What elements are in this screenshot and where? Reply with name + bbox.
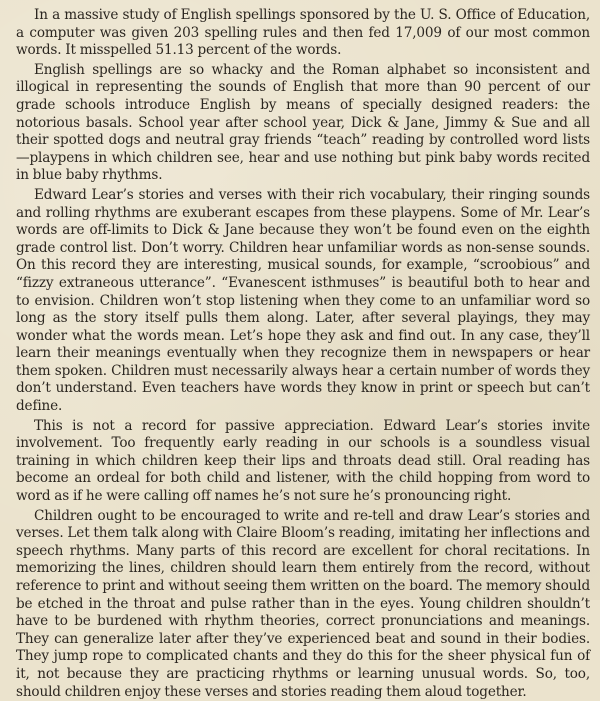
paragraph-edward-lear-stories: Edward Lear’s stories and verses with their rich vocabulary, their ringing sounds and rolling rhythms are exuberant escapes from these playpens. Some of Mr. Lear’s words are off-limits to Dick & Jane because they won’t be found even on the eighth grade control list. Don’t worry. Children hear unfamiliar words as non-sense sounds. On this record they are interesting, musical sounds, for example, “scroobious” and “fizzy extraneous utterance”. “Evanescent isthmuses” is beautiful both to hear and to envision. Children won’t stop listening when they come to an unfamiliar word so long as the story itself pulls them along. Later, after several playings, they may wonder what the words mean. Let’s hope they ask and find out. In any case, they’ll learn their meanings eventually when they recognize them in newspapers or hear them spoken. Children must necessarily always hear a certain number of words they don’t understand. Even teachers have words they know in print or speech but can’t define. xyxy=(16,186,590,415)
paragraph-children-encouraged: Children ought to be encouraged to write and re-tell and draw Lear’s stories and verses. Let them talk along with Claire Bloom’s reading, imitating her inflections and speech rhythms. Many parts of this record are excellent for choral recitations. In memorizing the lines, children should learn them entirely from the record, without reference to print and without seeing them written on the board. The memory should be etched in the throat and pulse rather than in the eyes. Young children shouldn’t have to be burdened with rhythm theories, correct pronunciations and meanings. They can generalize later after they’ve experienced beat and sound in their bodies. They jump rope to complicated chants and they do this for the sheer physical fun of it, not because they are practicing rhythms or learning unusual words. So, too, should children enjoy these verses and stories reading them aloud together. xyxy=(16,507,590,700)
paragraph-passive-appreciation: This is not a record for passive appreciation. Edward Lear’s stories invite involvement. Too frequently early reading in our schools is a soundless visual training in which children keep their lips and throats dead still. Oral reading has become an ordeal for both child and listener, with the child hopping from word to word as if he were calling off names he’s not sure he’s pronouncing right. xyxy=(16,417,590,505)
paragraph-english-spellings: English spellings are so whacky and the Roman alphabet so inconsistent and illogical in representing the sounds of English that more than 90 percent of our grade schools introduce English by means of specially designed readers: the notorious basals. School year after school year, Dick & Jane, Jimmy & Sue and all their spotted dogs and neutral gray friends “teach” reading by controlled word lists—playpens in which children see, hear and use nothing but pink baby words recited in blue baby rhythms. xyxy=(16,61,590,184)
paragraph-spelling-study: In a massive study of English spellings sponsored by the U. S. Office of Education, a computer was given 203 spelling rules and then fed 17,009 of our most common words. It misspelled 51.13 percent of the words. xyxy=(16,7,590,59)
